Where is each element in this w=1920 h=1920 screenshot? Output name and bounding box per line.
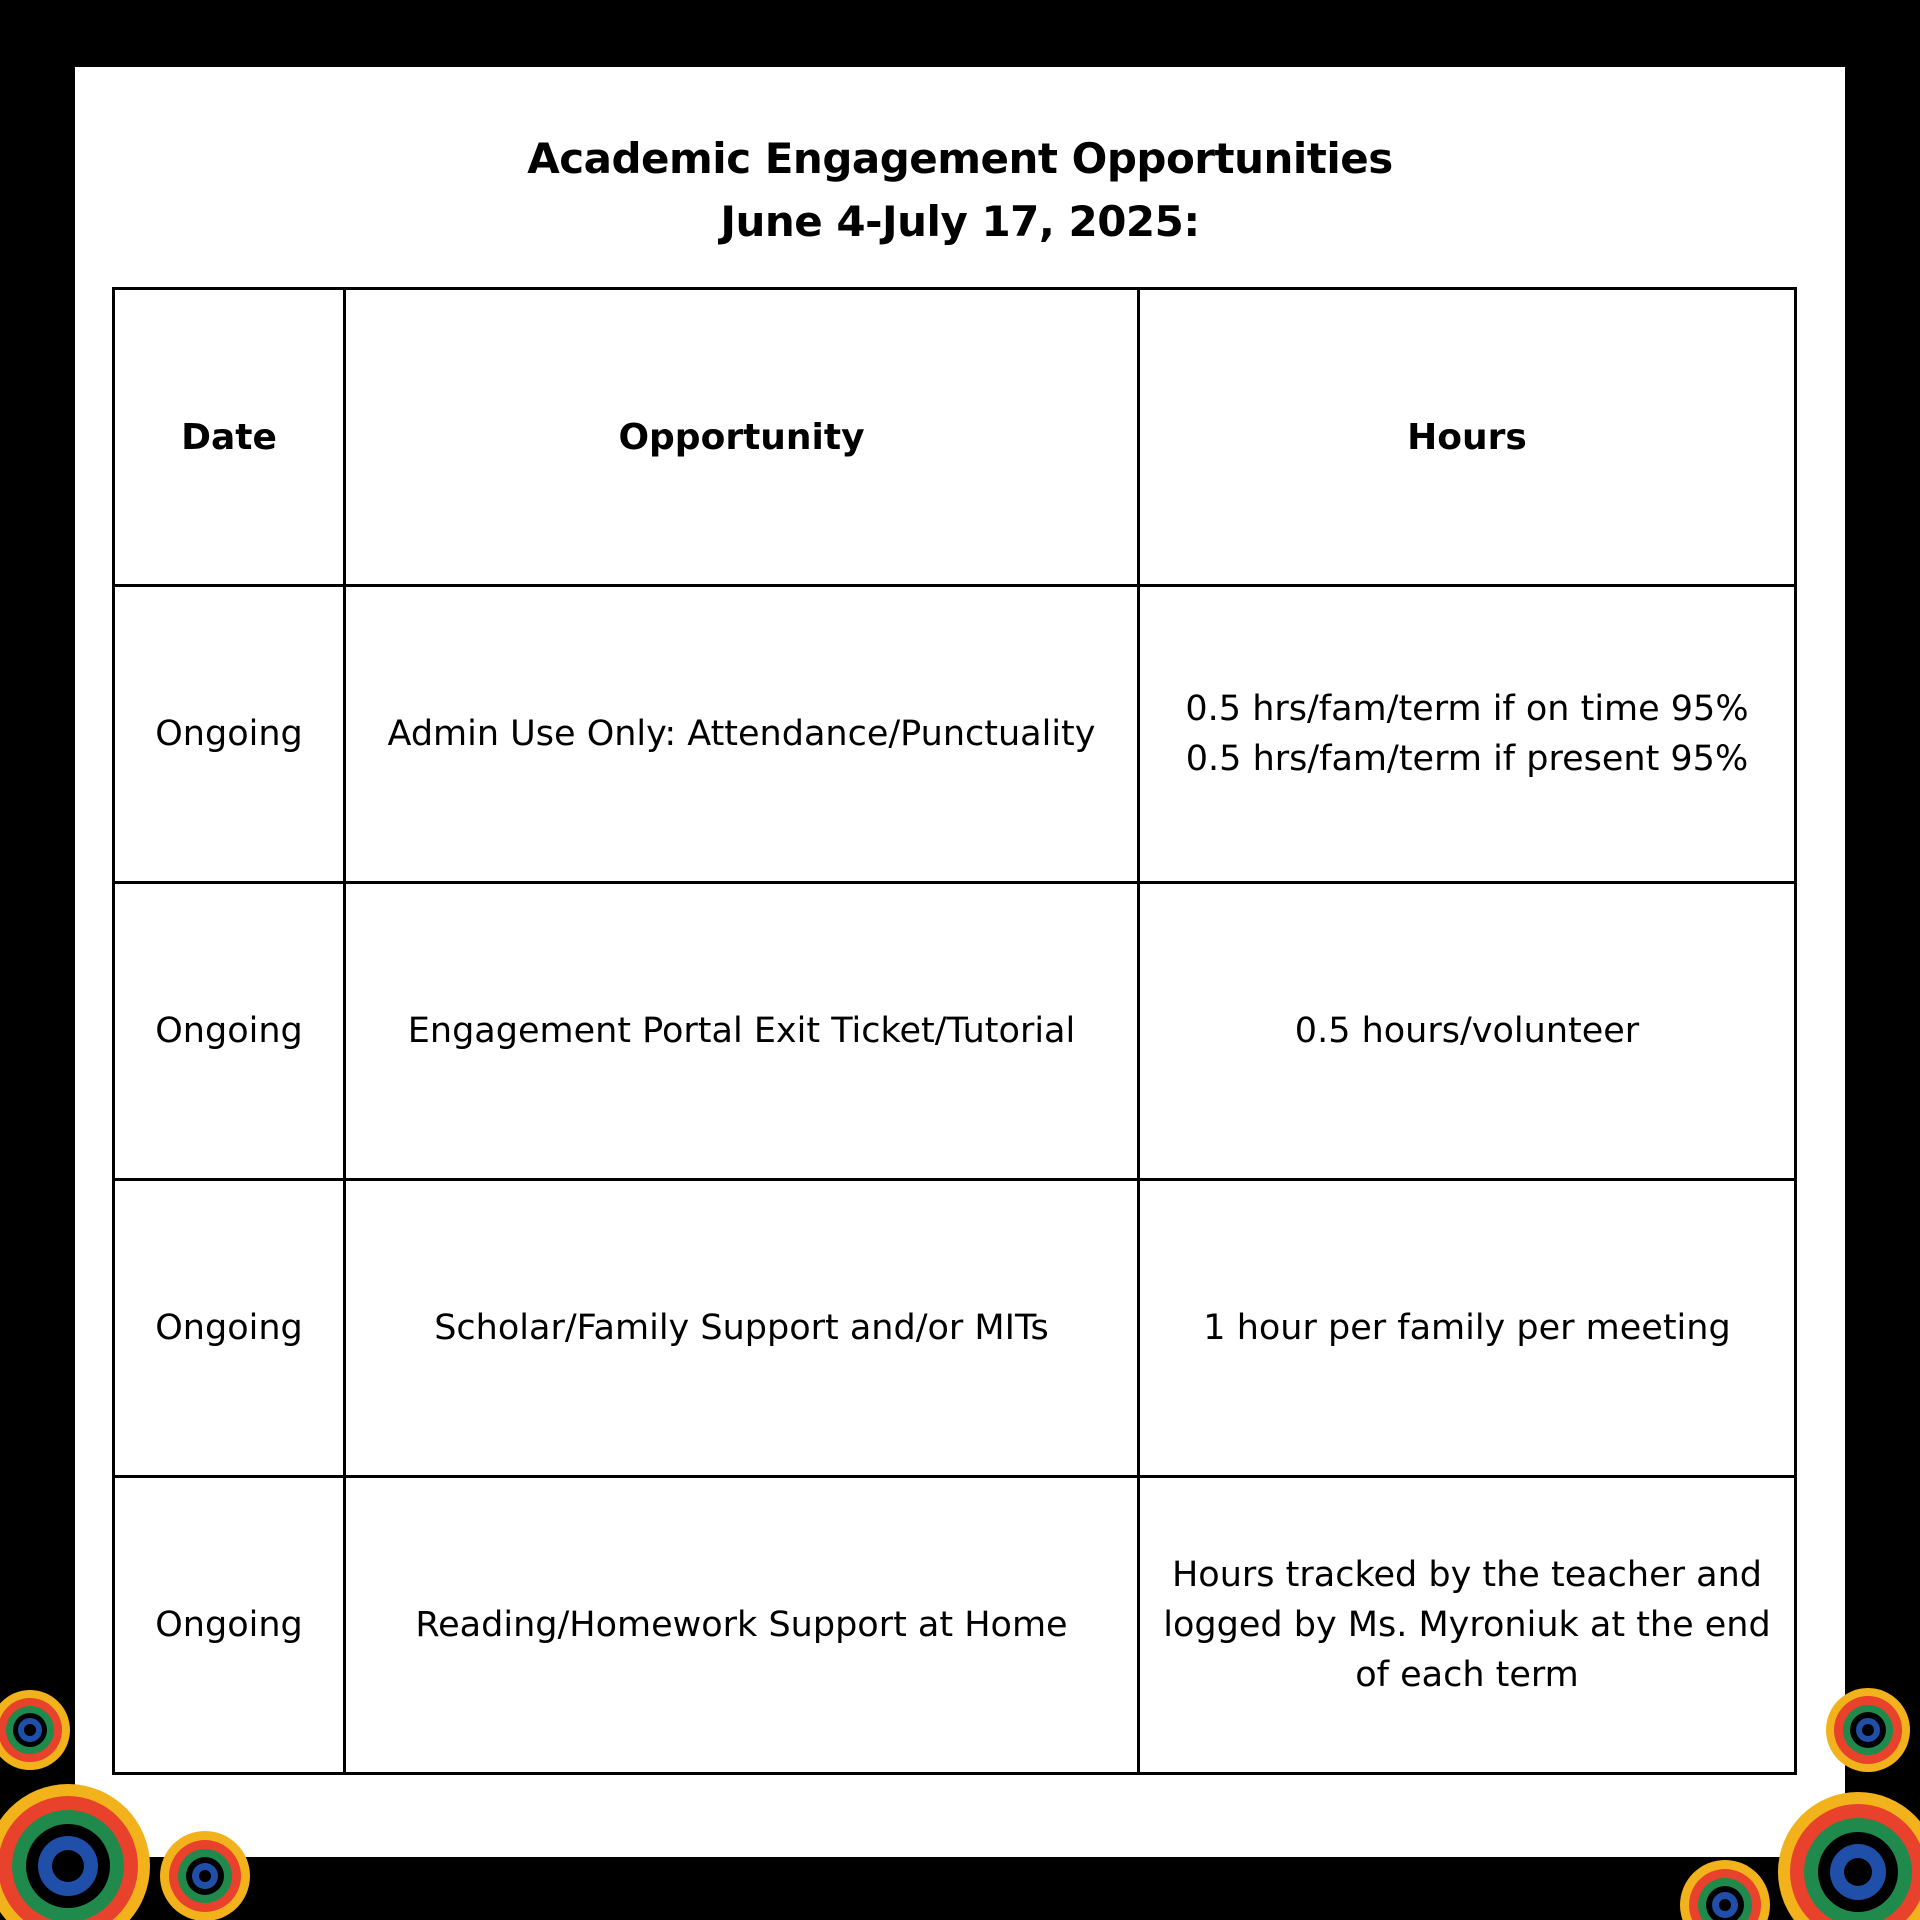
spiral-circle-icon xyxy=(1680,1860,1770,1920)
hours-line: 0.5 hours/volunteer xyxy=(1294,1011,1640,1051)
hours-line: Hours tracked by the teacher and xyxy=(1171,1555,1762,1595)
spiral-circle-icon xyxy=(0,1784,150,1920)
hours-line: logged by Ms. Myroniuk at the end xyxy=(1163,1605,1771,1645)
cell-date: Ongoing xyxy=(114,1180,345,1477)
cell-opportunity: Reading/Homework Support at Home xyxy=(345,1477,1139,1774)
cell-date: Ongoing xyxy=(114,586,345,883)
hours-line: of each term xyxy=(1355,1655,1579,1695)
header-opportunity: Opportunity xyxy=(345,289,1139,586)
cell-opportunity: Scholar/Family Support and/or MITs xyxy=(345,1180,1139,1477)
hours-line: 1 hour per family per meeting xyxy=(1203,1308,1731,1348)
spiral-circle-icon xyxy=(160,1831,250,1920)
header-date: Date xyxy=(114,289,345,586)
header-hours: Hours xyxy=(1139,289,1796,586)
spiral-circle-icon xyxy=(1778,1792,1920,1920)
cell-opportunity: Admin Use Only: Attendance/Punctuality xyxy=(345,586,1139,883)
cell-date: Ongoing xyxy=(114,1477,345,1774)
spiral-circle-icon xyxy=(0,1690,70,1770)
title-line-2: June 4-July 17, 2025: xyxy=(720,197,1200,246)
hours-line: 0.5 hrs/fam/term if on time 95% xyxy=(1185,689,1749,729)
title-line-1: Academic Engagement Opportunities xyxy=(527,134,1393,183)
cell-date: Ongoing xyxy=(114,883,345,1180)
spiral-circle-icon xyxy=(1826,1688,1910,1772)
hours-line: 0.5 hrs/fam/term if present 95% xyxy=(1185,739,1749,779)
cell-opportunity: Engagement Portal Exit Ticket/Tutorial xyxy=(345,883,1139,1180)
